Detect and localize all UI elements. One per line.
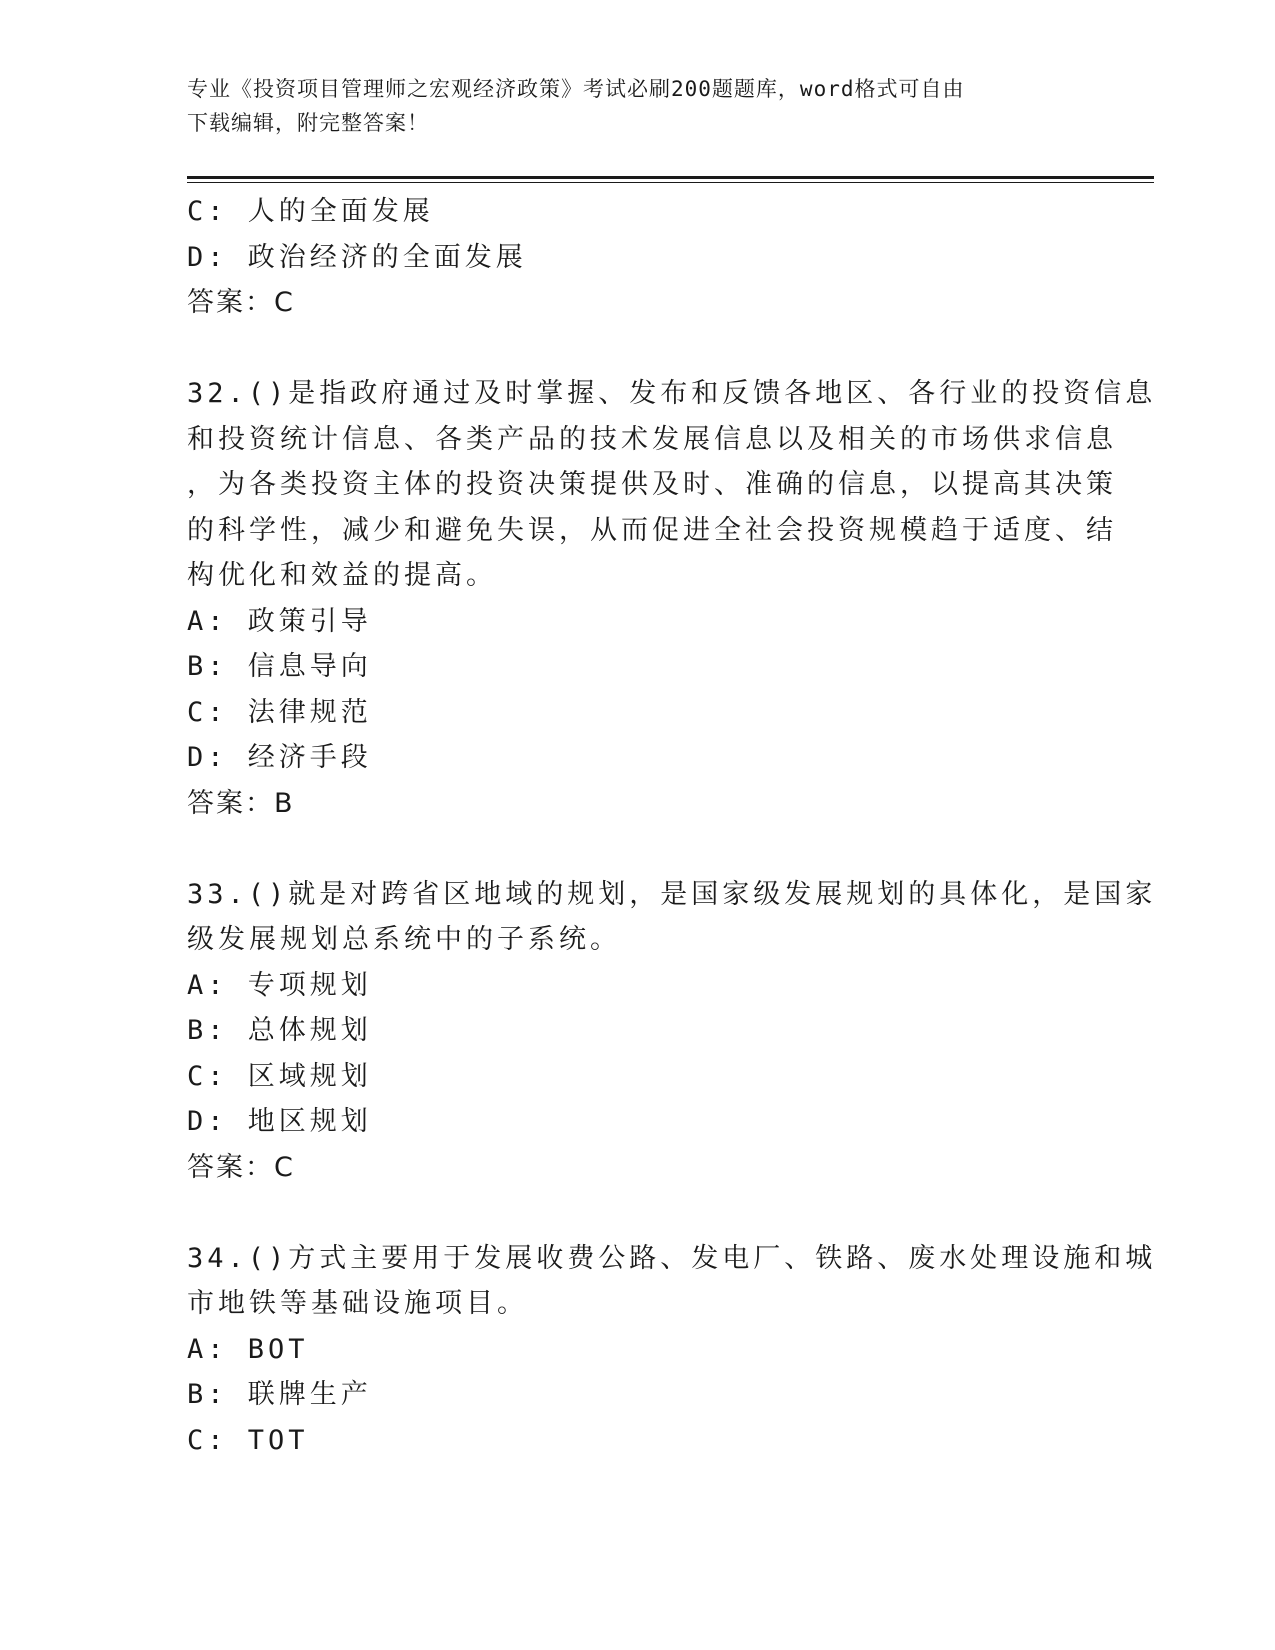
question-spacer: [187, 1190, 1087, 1236]
answer-label: 答案：C: [187, 1151, 295, 1183]
question-list: [187, 189, 1157, 1463]
option-c: C: 区域规划: [187, 1060, 372, 1092]
option-d: D: 政治经济的全面发展: [187, 241, 527, 273]
header-divider-thin: [187, 182, 1154, 183]
option-b: B: 总体规划: [187, 1015, 372, 1046]
question-33: [187, 872, 1157, 1191]
header-divider-thick: [187, 176, 1154, 179]
option-b: B: 联牌生产: [187, 1379, 372, 1410]
answer-label: 答案：C: [187, 287, 295, 318]
option-d: D: 经济手段: [187, 742, 372, 773]
option-b: B: 信息导向: [187, 651, 372, 682]
option-c: C: TOT: [187, 1424, 309, 1456]
question-stem: [187, 1236, 1157, 1327]
option-a: A: 专项规划: [187, 969, 372, 1001]
question-stem-line: 34.()方式主要用于发展收费公路、发电厂、铁路、废水处理设施和城: [187, 1242, 1157, 1274]
question-stem-line: 32.()是指政府通过及时掌握、发布和反馈各地区、各行业的投资信息: [187, 378, 1157, 409]
option-c: C: 人的全面发展: [187, 196, 434, 227]
question-stem: [187, 371, 1157, 599]
question-stem-line: 33.()就是对跨省区地域的规划，是国家级发展规划的具体化，是国家: [187, 878, 1157, 910]
question-spacer: [187, 826, 1087, 872]
question-stem-line: 市地铁等基础设施项目。: [187, 1288, 528, 1319]
question-stem-line: ，为各类投资主体的投资决策提供及时、准确的信息，以提高其决策: [187, 469, 1117, 500]
question-32: [187, 371, 1157, 826]
question-31: [187, 189, 1087, 326]
option-a: A: 政策引导: [187, 605, 372, 637]
answer-label: 答案：B: [187, 787, 295, 819]
header-title-line-2: 下载编辑，附完整答案！: [187, 111, 429, 135]
document-header: [187, 72, 1077, 140]
header-title-line-1: 专业《投资项目管理师之宏观经济政策》考试必刷200题题库，word格式可自由: [187, 77, 965, 101]
option-a: A: BOT: [187, 1333, 309, 1365]
question-spacer: [187, 326, 1087, 372]
question-34: [187, 1236, 1157, 1464]
question-stem-line: 和投资统计信息、各类产品的技术发展信息以及相关的市场供求信息: [187, 423, 1117, 455]
question-stem-line: 级发展规划总系统中的子系统。: [187, 924, 621, 955]
question-stem: [187, 872, 1157, 963]
question-stem-line: 构优化和效益的提高。: [187, 560, 497, 591]
option-d: D: 地区规划: [187, 1106, 372, 1137]
question-stem-line: 的科学性，减少和避免失误，从而促进全社会投资规模趋于适度、结: [187, 514, 1117, 546]
option-c: C: 法律规范: [187, 696, 372, 728]
